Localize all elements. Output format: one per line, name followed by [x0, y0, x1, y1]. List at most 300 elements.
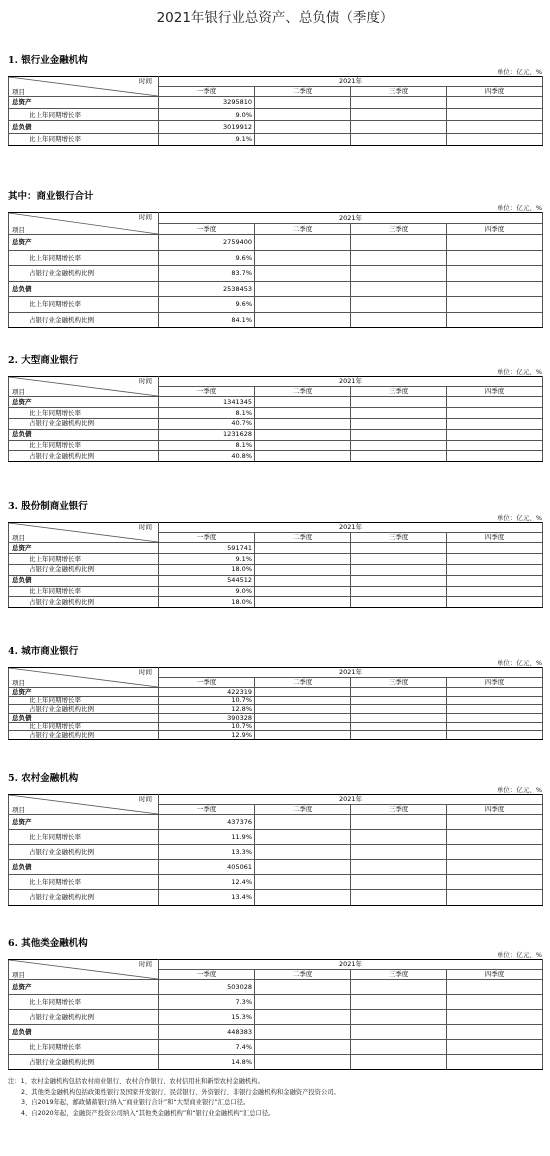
- row-label: 总负债: [9, 121, 159, 133]
- quarter-header: 二季度: [255, 678, 351, 688]
- q3-value: [351, 845, 447, 860]
- q1-value: 448383: [159, 1025, 255, 1040]
- quarter-header: 四季度: [447, 87, 543, 97]
- table-row: [9, 250, 543, 266]
- row-label: 比上年同期增长率: [9, 696, 159, 705]
- year-header: 2021年: [159, 523, 543, 533]
- table-row: [9, 575, 543, 586]
- table-section: [8, 643, 542, 741]
- q3-value: [351, 575, 447, 586]
- q2-value: [255, 429, 351, 440]
- q3-value: [351, 121, 447, 133]
- q3-value: [351, 830, 447, 845]
- q4-value: [447, 312, 543, 328]
- q3-value: [351, 890, 447, 905]
- q1-value: 9.0%: [159, 109, 255, 121]
- q4-value: [447, 97, 543, 109]
- table-section: [8, 188, 542, 329]
- table-section: [8, 352, 542, 463]
- q2-value: [255, 397, 351, 408]
- table-row: [9, 995, 543, 1010]
- q4-value: [447, 121, 543, 133]
- row-label: 比上年同期增长率: [9, 133, 159, 145]
- row-label: 比上年同期增长率: [9, 553, 159, 564]
- table-row: [9, 1040, 543, 1055]
- q2-value: [255, 830, 351, 845]
- row-label: 总负债: [9, 1025, 159, 1040]
- row-label: 总资产: [9, 97, 159, 109]
- year-header: 2021年: [159, 960, 543, 970]
- table-row: [9, 109, 543, 121]
- q3-value: [351, 980, 447, 995]
- q4-value: [447, 597, 543, 608]
- q2-value: [255, 312, 351, 328]
- data-table: [8, 794, 543, 906]
- q3-value: [351, 1010, 447, 1025]
- table-section: [8, 770, 542, 907]
- q3-value: [351, 875, 447, 890]
- table-row: [9, 815, 543, 830]
- table-row: [9, 418, 543, 429]
- table-row: [9, 1025, 543, 1040]
- item-header: 项目: [12, 970, 25, 979]
- table-row: [9, 845, 543, 860]
- q4-value: [447, 696, 543, 705]
- row-label: 占银行业金融机构比例: [9, 1055, 159, 1070]
- q2-value: [255, 586, 351, 597]
- q1-value: 15.3%: [159, 1010, 255, 1025]
- q2-value: [255, 705, 351, 714]
- item-header: 项目: [12, 533, 25, 542]
- q4-value: [447, 109, 543, 121]
- table-section: [8, 498, 542, 609]
- row-label: 比上年同期增长率: [9, 250, 159, 266]
- q4-value: [447, 845, 543, 860]
- quarter-header: 四季度: [447, 533, 543, 543]
- row-label: 占银行业金融机构比例: [9, 890, 159, 905]
- unit-label: 单位：亿元、%: [496, 368, 542, 376]
- table-row: [9, 586, 543, 597]
- q2-value: [255, 722, 351, 731]
- row-label: 占银行业金融机构比例: [9, 845, 159, 860]
- table-row: [9, 714, 543, 723]
- q4-value: [447, 731, 543, 740]
- table-row: [9, 397, 543, 408]
- q3-value: [351, 97, 447, 109]
- q3-value: [351, 586, 447, 597]
- q1-value: 7.4%: [159, 1040, 255, 1055]
- q1-value: 8.1%: [159, 407, 255, 418]
- q2-value: [255, 995, 351, 1010]
- row-label: 总负债: [9, 429, 159, 440]
- row-label: 总负债: [9, 714, 159, 723]
- q3-value: [351, 688, 447, 697]
- footnote: 3、自2019年起，邮政储蓄银行纳入“商业银行合计”和“大型商业银行”汇总口径。: [21, 1099, 250, 1106]
- q3-value: [351, 1025, 447, 1040]
- quarter-header: 四季度: [447, 970, 543, 980]
- q4-value: [447, 297, 543, 313]
- table-row: [9, 297, 543, 313]
- q3-value: [351, 407, 447, 418]
- row-label: 占银行业金融机构比例: [9, 705, 159, 714]
- data-table: [8, 376, 543, 462]
- section-title: 3. 股份制商业银行: [8, 501, 88, 512]
- time-header: 时间: [139, 960, 152, 968]
- q4-value: [447, 1040, 543, 1055]
- table-row: [9, 731, 543, 740]
- q4-value: [447, 1055, 543, 1070]
- row-label: 比上年同期增长率: [9, 722, 159, 731]
- item-header: 项目: [12, 805, 25, 814]
- year-header: 2021年: [159, 795, 543, 805]
- header-row: [9, 377, 543, 387]
- table-row: [9, 281, 543, 297]
- unit-label: 单位：亿元、%: [496, 204, 542, 212]
- q2-value: [255, 688, 351, 697]
- q1-value: 2759400: [159, 235, 255, 251]
- q1-value: 591741: [159, 543, 255, 554]
- quarter-header: 一季度: [159, 678, 255, 688]
- q2-value: [255, 875, 351, 890]
- header-row: [9, 960, 543, 970]
- q3-value: [351, 312, 447, 328]
- q1-value: 13.4%: [159, 890, 255, 905]
- q2-value: [255, 97, 351, 109]
- row-label: 比上年同期增长率: [9, 830, 159, 845]
- table-row: [9, 688, 543, 697]
- row-label: 总资产: [9, 397, 159, 408]
- q4-value: [447, 714, 543, 723]
- q1-value: 544512: [159, 575, 255, 586]
- quarter-header: 二季度: [255, 224, 351, 235]
- quarter-header: 一季度: [159, 224, 255, 235]
- q4-value: [447, 250, 543, 266]
- q1-value: 7.3%: [159, 995, 255, 1010]
- q1-value: 503028: [159, 980, 255, 995]
- q1-value: 11.9%: [159, 830, 255, 845]
- quarter-header: 二季度: [255, 970, 351, 980]
- q3-value: [351, 995, 447, 1010]
- q3-value: [351, 731, 447, 740]
- table-section: [8, 935, 542, 1071]
- q4-value: [447, 1025, 543, 1040]
- diagonal-header-cell: [9, 213, 159, 235]
- q2-value: [255, 714, 351, 723]
- q1-value: 83.7%: [159, 266, 255, 282]
- table-row: [9, 121, 543, 133]
- diagonal-header-cell: [9, 77, 159, 97]
- q4-value: [447, 418, 543, 429]
- quarter-header: 一季度: [159, 533, 255, 543]
- table-row: [9, 705, 543, 714]
- q4-value: [447, 1010, 543, 1025]
- q2-value: [255, 266, 351, 282]
- row-label: 占银行业金融机构比例: [9, 266, 159, 282]
- q2-value: [255, 890, 351, 905]
- quarter-header: 三季度: [351, 533, 447, 543]
- quarter-header: 一季度: [159, 87, 255, 97]
- header-row: [9, 668, 543, 678]
- table-row: [9, 440, 543, 451]
- data-table: [8, 212, 543, 328]
- table-section: [8, 52, 542, 147]
- q1-value: 10.7%: [159, 696, 255, 705]
- q1-value: 9.0%: [159, 586, 255, 597]
- section-title: 4. 城市商业银行: [8, 646, 79, 657]
- q1-value: 12.8%: [159, 705, 255, 714]
- row-label: 总资产: [9, 543, 159, 554]
- q4-value: [447, 543, 543, 554]
- q2-value: [255, 451, 351, 462]
- q3-value: [351, 250, 447, 266]
- footnote: 2、其他类金融机构包括政策性银行及国家开发银行、民营银行、外资银行、非银行金融机构和金融资产投资公司。: [21, 1088, 340, 1096]
- q2-value: [255, 297, 351, 313]
- q4-value: [447, 860, 543, 875]
- q3-value: [351, 696, 447, 705]
- q4-value: [447, 722, 543, 731]
- q4-value: [447, 553, 543, 564]
- q1-value: 3019912: [159, 121, 255, 133]
- q2-value: [255, 815, 351, 830]
- q1-value: 40.8%: [159, 451, 255, 462]
- unit-label: 单位：亿元、%: [496, 659, 542, 667]
- row-label: 占银行业金融机构比例: [9, 597, 159, 608]
- item-header: 项目: [12, 678, 25, 687]
- table-row: [9, 980, 543, 995]
- header-row: [9, 213, 543, 224]
- time-header: 时间: [139, 668, 152, 676]
- footnotes: [8, 1077, 542, 1119]
- quarter-header: 三季度: [351, 970, 447, 980]
- year-header: 2021年: [159, 77, 543, 87]
- table-row: [9, 597, 543, 608]
- q3-value: [351, 543, 447, 554]
- q3-value: [351, 133, 447, 145]
- q3-value: [351, 815, 447, 830]
- q3-value: [351, 722, 447, 731]
- q3-value: [351, 553, 447, 564]
- q1-value: 12.4%: [159, 875, 255, 890]
- q2-value: [255, 109, 351, 121]
- q2-value: [255, 553, 351, 564]
- table-row: [9, 543, 543, 554]
- unit-label: 单位：亿元、%: [496, 514, 542, 522]
- q4-value: [447, 440, 543, 451]
- section-title: 2. 大型商业银行: [8, 355, 79, 366]
- row-label: 占银行业金融机构比例: [9, 312, 159, 328]
- data-table: [8, 667, 543, 740]
- row-label: 总负债: [9, 860, 159, 875]
- quarter-header: 四季度: [447, 387, 543, 397]
- row-label: 总资产: [9, 815, 159, 830]
- table-row: [9, 553, 543, 564]
- year-header: 2021年: [159, 377, 543, 387]
- q3-value: [351, 714, 447, 723]
- q1-value: 2538453: [159, 281, 255, 297]
- q4-value: [447, 451, 543, 462]
- q3-value: [351, 440, 447, 451]
- q1-value: 8.1%: [159, 440, 255, 451]
- unit-label: 单位：亿元、%: [496, 786, 542, 794]
- q3-value: [351, 235, 447, 251]
- diagonal-header-cell: [9, 523, 159, 543]
- table-row: [9, 407, 543, 418]
- q3-value: [351, 451, 447, 462]
- q4-value: [447, 688, 543, 697]
- quarter-header: 一季度: [159, 805, 255, 815]
- item-header: 项目: [12, 87, 25, 96]
- footnote: 注：1、农村金融机构包括农村商业银行、农村合作银行、农村信用社和新型农村金融机构。: [8, 1078, 264, 1085]
- q2-value: [255, 543, 351, 554]
- q3-value: [351, 418, 447, 429]
- q4-value: [447, 705, 543, 714]
- quarter-header: 三季度: [351, 678, 447, 688]
- table-row: [9, 722, 543, 731]
- q2-value: [255, 860, 351, 875]
- q1-value: 12.9%: [159, 731, 255, 740]
- q1-value: 1341345: [159, 397, 255, 408]
- section-title: 其中：商业银行合计: [8, 191, 94, 202]
- q4-value: [447, 586, 543, 597]
- row-label: 总负债: [9, 281, 159, 297]
- q3-value: [351, 297, 447, 313]
- q3-value: [351, 597, 447, 608]
- q2-value: [255, 250, 351, 266]
- table-row: [9, 696, 543, 705]
- diagonal-header-cell: [9, 795, 159, 815]
- q1-value: 13.3%: [159, 845, 255, 860]
- diagonal-header-cell: [9, 960, 159, 980]
- row-label: 总负债: [9, 575, 159, 586]
- q2-value: [255, 731, 351, 740]
- q3-value: [351, 281, 447, 297]
- q1-value: 18.0%: [159, 597, 255, 608]
- q1-value: 422319: [159, 688, 255, 697]
- time-header: 时间: [139, 213, 152, 221]
- header-row: [9, 523, 543, 533]
- q2-value: [255, 407, 351, 418]
- table-row: [9, 875, 543, 890]
- q4-value: [447, 980, 543, 995]
- q4-value: [447, 266, 543, 282]
- q1-value: 390328: [159, 714, 255, 723]
- q2-value: [255, 845, 351, 860]
- q3-value: [351, 564, 447, 575]
- row-label: 占银行业金融机构比例: [9, 451, 159, 462]
- quarter-header: 二季度: [255, 805, 351, 815]
- quarter-header: 二季度: [255, 387, 351, 397]
- quarter-header: 一季度: [159, 970, 255, 980]
- table-row: [9, 235, 543, 251]
- header-row: [9, 77, 543, 87]
- q1-value: 9.1%: [159, 553, 255, 564]
- q1-value: 3295810: [159, 97, 255, 109]
- q3-value: [351, 397, 447, 408]
- q1-value: 9.6%: [159, 250, 255, 266]
- q1-value: 1231628: [159, 429, 255, 440]
- row-label: 比上年同期增长率: [9, 1040, 159, 1055]
- quarter-header: 一季度: [159, 387, 255, 397]
- q4-value: [447, 830, 543, 845]
- q3-value: [351, 1055, 447, 1070]
- table-row: [9, 1055, 543, 1070]
- q2-value: [255, 281, 351, 297]
- q2-value: [255, 235, 351, 251]
- table-row: [9, 429, 543, 440]
- quarter-header: 二季度: [255, 87, 351, 97]
- quarter-header: 三季度: [351, 805, 447, 815]
- q3-value: [351, 1040, 447, 1055]
- unit-label: 单位：亿元、%: [496, 951, 542, 959]
- q1-value: 9.1%: [159, 133, 255, 145]
- q2-value: [255, 564, 351, 575]
- q3-value: [351, 705, 447, 714]
- q4-value: [447, 815, 543, 830]
- q2-value: [255, 1010, 351, 1025]
- q3-value: [351, 266, 447, 282]
- row-label: 总资产: [9, 688, 159, 697]
- q4-value: [447, 564, 543, 575]
- table-row: [9, 451, 543, 462]
- table-row: [9, 133, 543, 145]
- q2-value: [255, 1025, 351, 1040]
- data-table: [8, 76, 543, 146]
- q2-value: [255, 418, 351, 429]
- row-label: 占银行业金融机构比例: [9, 731, 159, 740]
- data-table: [8, 959, 543, 1070]
- footnote: 4、自2020年起，金融资产投资公司纳入“其他类金融机构”和“银行业金融机构”汇总口径。: [21, 1109, 275, 1117]
- q4-value: [447, 133, 543, 145]
- q2-value: [255, 133, 351, 145]
- time-header: 时间: [139, 523, 152, 531]
- q2-value: [255, 696, 351, 705]
- quarter-header: 四季度: [447, 678, 543, 688]
- row-label: 占银行业金融机构比例: [9, 1010, 159, 1025]
- year-header: 2021年: [159, 668, 543, 678]
- q4-value: [447, 875, 543, 890]
- q1-value: 18.0%: [159, 564, 255, 575]
- item-header: 项目: [12, 387, 25, 396]
- q2-value: [255, 597, 351, 608]
- q1-value: 14.8%: [159, 1055, 255, 1070]
- q4-value: [447, 407, 543, 418]
- table-row: [9, 1010, 543, 1025]
- q4-value: [447, 890, 543, 905]
- row-label: 比上年同期增长率: [9, 297, 159, 313]
- q3-value: [351, 109, 447, 121]
- q2-value: [255, 980, 351, 995]
- unit-label: 单位：亿元、%: [496, 68, 542, 76]
- table-row: [9, 830, 543, 845]
- time-header: 时间: [139, 377, 152, 385]
- table-row: [9, 266, 543, 282]
- row-label: 占银行业金融机构比例: [9, 564, 159, 575]
- q1-value: 84.1%: [159, 312, 255, 328]
- quarter-header: 三季度: [351, 87, 447, 97]
- data-table: [8, 522, 543, 608]
- row-label: 比上年同期增长率: [9, 875, 159, 890]
- section-title: 5. 农村金融机构: [8, 773, 79, 784]
- table-row: [9, 860, 543, 875]
- header-row: [9, 795, 543, 805]
- quarter-header: 二季度: [255, 533, 351, 543]
- quarter-header: 四季度: [447, 224, 543, 235]
- q2-value: [255, 440, 351, 451]
- quarter-header: 四季度: [447, 805, 543, 815]
- page-title: 2021年银行业总资产、总负债（季度）: [156, 10, 394, 26]
- q4-value: [447, 235, 543, 251]
- q4-value: [447, 575, 543, 586]
